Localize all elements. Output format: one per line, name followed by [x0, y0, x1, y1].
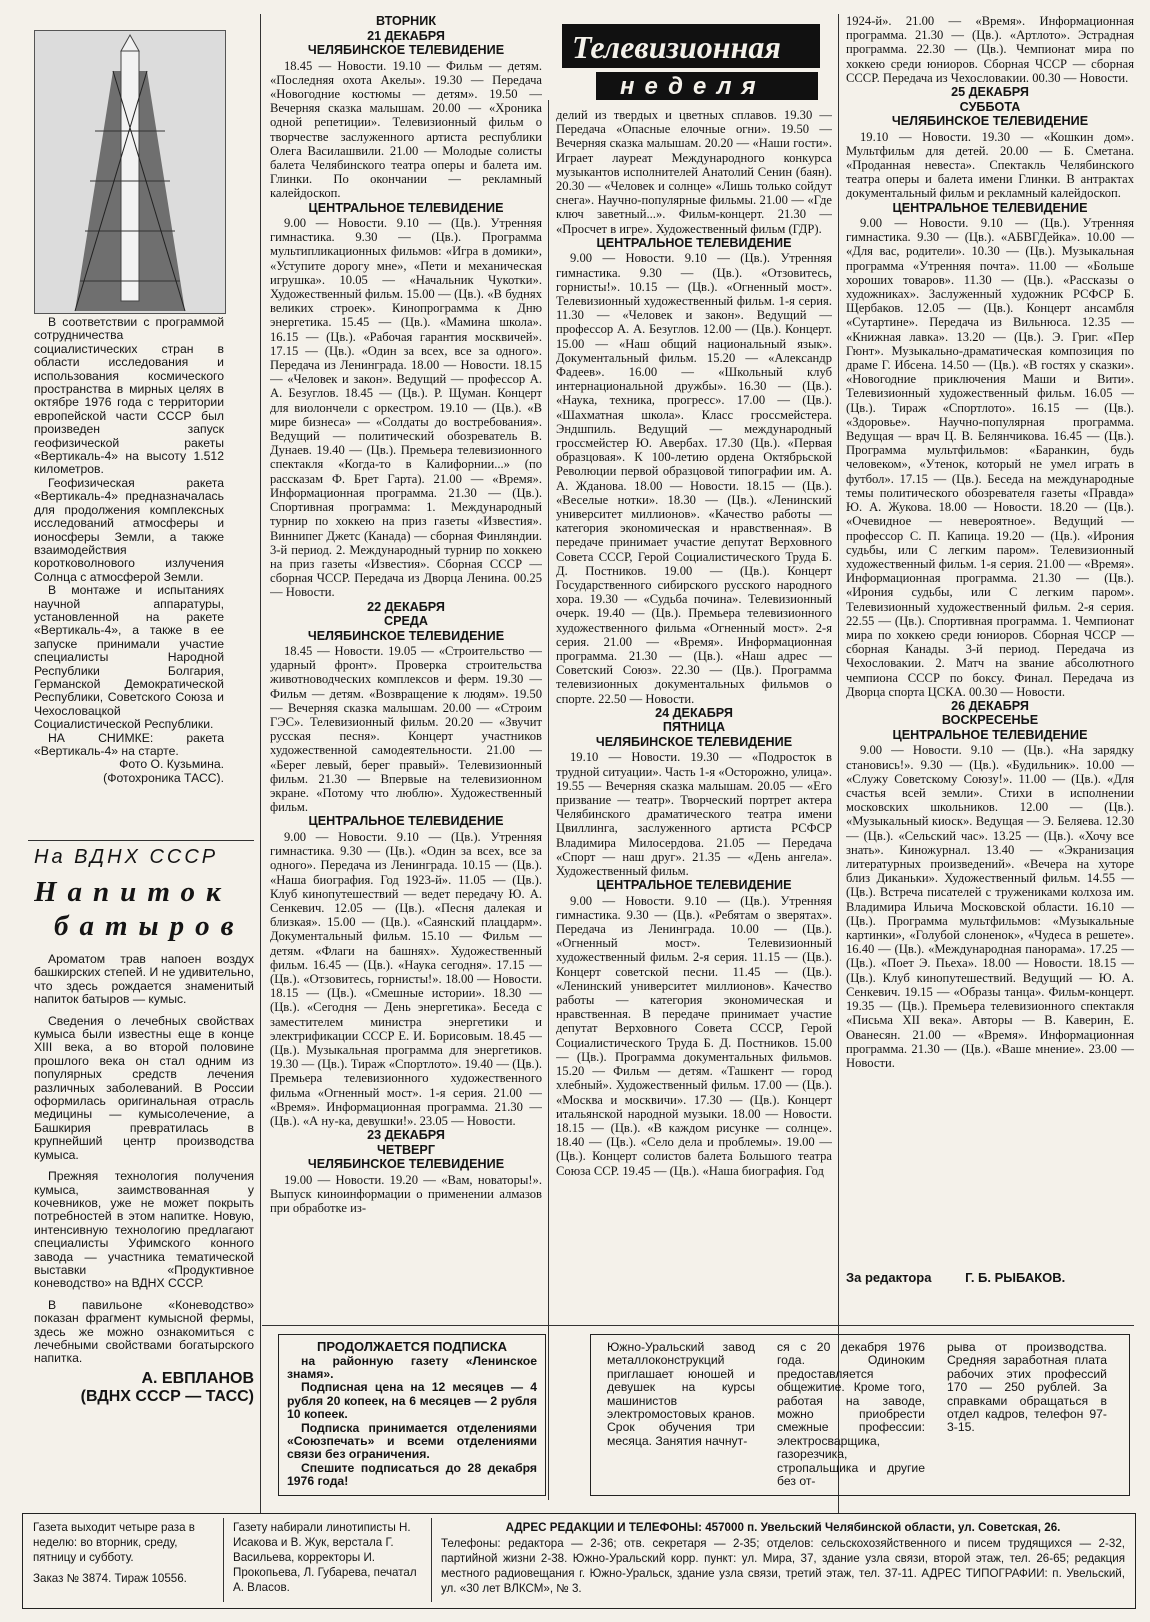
tv-listing	[846, 743, 1134, 1070]
date-heading: 26 ДЕКАБРЯ	[951, 698, 1029, 713]
listing-text: 9.00 — Новости. 9.10 — (Цв.). «На зарядку становись!». 9.30 — (Цв.). «Будильник». 10.00 — «Служу Советскому Союзу!». 11.00 — (Цв.). «Для счастья всей земли». Стихи в исполнении московских школьников. 12.00 — (Цв.). «Музыкальный киоск». Ведущая — Э. Беляева. 12.30 — (Цв.). «Сельский час». 13.25 — (Цв.). «Хочу все знать». Киножурнал. 13.40 — «Экранизация литературных произведений». «Вечера на хуторе близ Диканьки». Художественный фильм. 14.55 — (Цв.). Встреча писателей с тружениками колхоза им. Владимира Ильича Московской области. 16.10 — (Цв.). Программа мультфильмов: «Музыкальные картинки», «Голубой слоненок», «Чудеса в решете». 16.40 — (Цв.). «Международная панорама». 17.25 — (Цв.). «Поет Э. Пьеха». 18.00 — Новости. 18.15 — (Цв.). Клуб кинопутешествий. Ведущий — Ю. А. Сенкевич. 19.15 — «Образы танца». Фильм-концерт. 19.35 — (Цв.). Премьера телевизионного спектакля «Письма XII века». Авторы — В. Каверин, Е. Ованесян. 21.00 — «Время». Информационная программа. 21.30 — (Цв.). «Ваше мнение». 23.00 — Новости.	[846, 743, 1134, 1070]
listing-text: 18.45 — Новости. 19.05 — «Строительство — ударный фронт». Проверка строительства животноводческих комплексов и ферм. 19.30 — Фильм — детям. «Возвращение к людям». 19.50 — Вечерняя сказка малышам. 20.00 — «Строим ГЭС». Телевизионный фильм. 20.20 — «Звучит русская песня». Концерт участников художественной самодеятельности. 21.00 — «Берег левый, берег правый». Телевизионный фильм. 21.30 — Впервые на телевизионном экране. «Потому что люблю». Художественный фильм.	[270, 644, 542, 815]
date-heading: 24 ДЕКАБРЯ	[655, 705, 733, 720]
tv-listing	[556, 894, 832, 1178]
channel-heading: ЧЕЛЯБИНСКОЕ ТЕЛЕВИДЕНИЕ	[307, 43, 505, 57]
article-paragraph: Сведения о лечебных свойствах кумыса были известны еще в конце XIII века, а во второй половине прошлого века он стал одним из популярных средств лечения различных заболеваний. В России оформилась оригинальная отрасль медицины — кумысолечение, а Башкирия превратилась в крупнейший центр производства кумыса.	[34, 1013, 254, 1162]
rocket-launch-image	[35, 31, 225, 313]
job-ad-text-3: рыва от производства. Средняя заработная плата рабочих этих профессий 170 — 250 рублей. За справками обращаться в отдел кадров, телефон 97-3-15.	[947, 1340, 1107, 1435]
day-heading: ПЯТНИЦА	[662, 720, 726, 735]
tv-listing	[556, 750, 832, 878]
photo-caption	[34, 316, 224, 836]
channel-heading: ЦЕНТРАЛЬНОЕ ТЕЛЕВИДЕНИЕ	[596, 235, 792, 250]
channel-heading: ЦЕНТРАЛЬНОЕ ТЕЛЕВИДЕНИЕ	[596, 878, 792, 893]
article-kicker: На ВДНХ СССР	[34, 846, 219, 868]
column-rule	[838, 14, 839, 1514]
listing-text: 9.00 — Новости. 9.10 — (Цв.). Утренняя гимнастика. 9.30 — (Цв.). «Отзовитесь, горнисты!». 10.15 — (Цв.). «Огненный мост». Телевизионный художественный фильм. 1-я серия. 11.30 — «Человек и закон». Ведущий — профессор А. А. Безуглов. 12.00 — (Цв.). Концерт. 15.00 — «Наш общий национальный язык». Документальный фильм. 15.20 — «Александр Фадеев». 16.00 — «Школьный клуб интернациональной дружбы». 16.30 — (Цв.). «Наука, техника, прогресс». 17.00 — (Цв.). «Шахматная школа». Класс гроссмейстера. Эндшпиль. Ведущий — международный гроссмейстер Ю. Авербах. 17.30 (Цв.). «Первая образцовая». К 100-летию ордена Октябрьской Революции первой образцовой типографии им. А. А. Жданова. 18.00 — Новости. 18.15 — (Цв.). «Веселые нотки». 18.30 — (Цв.). «Ленинский университет миллионов». «Качество работы — категория экономическая и нравственная». В передаче принимает участие депутат Верховного Совета СССР, Герой Социалистического Труда Б. Д. Постников. 19.00 — (Цв.). Концерт Государственного сибирского русского народного хора. 19.30 — «Судьба почина». Телевизионный очерк. 19.40 — (Цв.). Премьера телевизионного художественного фильма «Огненный мост». 2-я серия. 21.00 — «Время». Информационная программа. 21.30 — (Цв.). «Наш адрес — Советский Союз». 22.30 — (Цв.). Программа телевизионных документальных фильмов о спорте. 22.50 — Новости.	[556, 251, 832, 706]
job-ad-text-2: ся с 20 декабря 1976 года. Одиноким предоставляется общежитие. Кроме того, работая на заводе, можно приобрести смежные профессии: электросварщика, газорезчика, стропальщика и другие без от-	[777, 1340, 925, 1489]
listing-text: 19.10 — Новости. 19.30 — «Кошкин дом». Мультфильм для детей. 20.00 — Б. Сметана. «Проданная невеста». Спектакль Челябинского театра оперы и балета имени Глинки. В антрактах документальный фильм и рекламный калейдоскоп.	[846, 129, 1134, 201]
channel-heading: ЧЕЛЯБИНСКОЕ ТЕЛЕВИДЕНИЕ	[307, 628, 505, 643]
tv-listing	[270, 216, 542, 599]
caption-paragraph: Геофизическая ракета «Вертикаль-4» предназначалась для продолжения комплексных исследований атмосферы и ионосферы Земли, а также взаимодействия коротковолнового излучения Солнца с атмосферой Земли.	[34, 475, 224, 584]
article-vdnh	[34, 846, 254, 1506]
logo-title: Телевизионная	[572, 29, 781, 65]
logo-subtitle: неделя	[620, 73, 766, 100]
typesetting-credits: Газету набирали линотиписты Н. Исакова и В. Жук, верстала Г. Васильева, корректоры И. Прокопьева, Л. Губарева, печатал А. Власов.	[233, 1521, 417, 1594]
channel-heading: ЦЕНТРАЛЬНОЕ ТЕЛЕВИДЕНИЕ	[308, 200, 504, 215]
editor-name: Г. Б. РЫБАКОВ.	[965, 1270, 1066, 1285]
tv-column-tue-thu	[270, 14, 542, 1319]
tv-column-sat-sun	[846, 14, 1134, 1264]
print-order: Заказ № 3874. Тираж 10556.	[33, 1572, 187, 1585]
listing-text: 9.00 — Новости. 9.10 — (Цв.). Утренняя гимнастика. 9.30 — (Цв.). «АБВГДейка». 10.00 — «Для вас, родители». 10.30 — (Цв.). Музыкальная программа «Утренняя почта». 11.00 — «Больше хороших товаров». 11.30 — (Цв.). «Рассказы о художниках». Заслуженный художник РСФСР Б. Щербаков. 12.05 — (Цв.). Концерт ансамбля «Сутартине». Передача из Вильнюса. 12.35 — «Книжная лавка». 13.20 — (Цв.). Э. Григ. «Пер Гюнт». Музыкально-драматическая композиция по драме Г. Ибсена. 14.50 — (Цв.). «В гостях у сказки». «Новогодние приключения Маши и Вити». Телевизионный художественный фильм. 16.05 — (Цв.). Тираж «Спортлото». 16.15 — (Цв.). «Здоровье». Научно-популярная программа. Ведущая — врач Ц. В. Белянчикова. 16.45 — (Цв.). Программа мультфильмов: «Баранкин, будь человеком», «Утенок, который не умел играть в футбол». 17.15 — (Цв.). Беседа на международные темы политического обозревателя газеты «Правда» Ю. А. Жукова. 18.00 — Новости. 18.20 — (Цв.). «Очевидное — невероятное». Ведущий — профессор С. П. Капица. 19.20 — (Цв.). «Ирония судьбы, или С легким паром». Телевизионный художественный фильм. 1-я серия. 21.00 — «Время». Информационная программа. 21.30 — (Цв.). «Ирония судьбы, или С легким паром». Телевизионный художественный фильм. 2-я серия. 22.55 — (Цв.). Спортивная программа. 1. Чемпионат мира по хоккею среди юниоров. Сборная ЧССР — сборная Канады. 3-й период. Передача из Чехословакии. 2. Матч на звание абсолютного чемпиона СССР по боксу. Финал. Передача из Дворца спорта ЦСКА. 00.30 — Новости.	[846, 216, 1134, 699]
article-paragraph: Ароматом трав напоен воздух башкирских степей. И не удивительно, что здесь рождается знаменитый напиток батыров — кумыс.	[34, 952, 254, 1007]
day-heading: СРЕДА	[384, 614, 428, 629]
footer-rule	[223, 1518, 224, 1602]
tv-listing	[846, 14, 1134, 85]
rocket-photo	[34, 30, 226, 314]
date-heading: 21 ДЕКАБРЯ	[367, 28, 445, 43]
photo-credit: Фото О. Кузьмина.	[119, 757, 224, 772]
channel-heading: ЧЕЛЯБИНСКОЕ ТЕЛЕВИДЕНИЕ	[307, 1157, 505, 1172]
tv-listing	[846, 216, 1134, 699]
subscription-title: ПРОДОЛЖАЕТСЯ ПОДПИСКА	[317, 1339, 507, 1354]
tv-listing	[556, 251, 832, 706]
column-rule	[260, 14, 261, 1514]
listing-text: 9.00 — Новости. 9.10 — (Цв.). Утренняя гимнастика. 9.30 — (Цв.). Программа мультипликационных фильмов: «Игра в домики», «Уступите дорогу мне», «Пети и механическая игрушка». 10.05 — «Начальник Чукотки». Художественный фильм. 15.00 — (Цв.). «В буднях великих строек». Кинопрограмма к Дню энергетика. 15.45 — (Цв.). «Мамина школа». 16.15 — (Цв.). «Рабочая гарантия москвичей». 17.15 — (Цв.). «Один за всех, все за одного». Передача из Ленинграда. 18.00 — Новости. 18.15 — «Человек и закон». Ведущий — профессор А. А. Безуглов. 18.45 — (Цв.). Р. Щуман. Концерт для виолончели с оркестром. 19.10 — (Цв.). «В мире бизнеса» — «Солдаты до востребования». Ведущий — политический обозреватель В. Дунаев. 19.40 — (Цв.). Премьера телевизионного спектакля «Когда-то в Калифорнии...» (по рассказам Ф. Брет Гарта). 21.00 — «Время». Информационная программа. 21.30 — (Цв.). Спортивная программа: 1. Международный турнир по хоккею на приз газеты «Известия». Виннипег Джетс (Канада) — сборная Финляндии. 3-й период. 2. Международный турнир по хоккею на приз газеты «Известия». Сборная СССР — сборная ЧССР. Передача из Дворца Ленина. 00.25 — Новости.	[270, 216, 542, 600]
day-heading: СУББОТА	[959, 99, 1021, 114]
imprint-footer	[22, 1513, 1136, 1609]
article-author: А. ЕВПЛАНОВ	[141, 1369, 254, 1387]
job-ad-box	[590, 1334, 1130, 1496]
editorial-address: АДРЕС РЕДАКЦИИ И ТЕЛЕФОНЫ: 457000 п. Увельский Челябинской области, ул. Советская, 26.	[505, 1521, 1061, 1534]
tv-listing	[270, 59, 542, 201]
caption-paragraph: НА СНИМКЕ: ракета «Вертикаль-4» на старте.	[34, 730, 224, 758]
editor-label: За редактора	[846, 1270, 932, 1285]
subscription-line: Подписка принимается отделениями «Союзпечать» и всеми отделениями связи без ограничения.	[287, 1420, 537, 1462]
listing-text: 19.00 — Новости. 19.20 — «Вам, новаторы!». Выпуск киноинформации о применении алмазов при обработке из-	[270, 1172, 542, 1216]
listing-text: 1924-й». 21.00 — «Время». Информационная программа. 21.30 — (Цв.). «Артлото». Эстрадная программа. 22.30 — (Цв.). Чемпионат мира по хоккею среди юниоров. Сборная ЧССР — сборная СССР. Передача из Чехословакии. 00.30 — Новости.	[846, 14, 1134, 85]
tv-listing	[556, 108, 832, 236]
day-heading: ВТОРНИК	[375, 14, 437, 28]
subscription-line: Подписная цена на 12 месяцев — 4 рубля 20 копеек, на 6 месяцев — 2 рубля 10 копеек.	[287, 1380, 537, 1422]
tv-listing	[270, 1173, 542, 1216]
caption-paragraph: В соответствии с программой сотрудничества социалистических стран в области исследования и использования космического пространства в мирных целях в октябре 1976 года с территории европейской части СССР был произведен запуск геофизической ракеты «Вертикаль-4» на высоту 1.512 километров.	[34, 316, 224, 477]
tv-week-logo	[560, 22, 822, 102]
article-source: (ВДНХ СССР — ТАСС)	[80, 1387, 254, 1405]
article-headline: батыров	[54, 910, 245, 942]
subscription-line: Спешите подписаться до 28 декабря 1976 года!	[287, 1460, 537, 1489]
tv-listing	[270, 830, 542, 1128]
channel-heading: ЦЕНТРАЛЬНОЕ ТЕЛЕВИДЕНИЕ	[308, 814, 504, 829]
subscription-line: на районную газету «Ленинское знамя».	[287, 1353, 537, 1381]
tv-listing	[846, 130, 1134, 201]
date-heading: 25 ДЕКАБРЯ	[951, 85, 1029, 100]
date-heading: 23 ДЕКАБРЯ	[367, 1128, 445, 1143]
listing-text: 18.45 — Новости. 19.10 — Фильм — детям. «Последняя охота Акелы». 19.30 — Передача «Новогодние костюмы — детям». 19.50 — Вечерняя сказка малышам. 20.00 — «Хроника одной репетиции». Телевизионный фильм о творчестве заслуженного артиста республики Олега Василашвили. 21.00 — Молодые солисты балета Челябинского театра оперы и балета им. Глинки. По окончании — рекламный калейдоскоп.	[270, 58, 542, 201]
article-paragraph: В павильоне «Коневодство» показан фрагмент кумысной фермы, здесь же можно ознакомиться с лечебными свойствами богатырского напитка.	[34, 1297, 254, 1366]
tv-listing	[270, 644, 542, 814]
channel-heading: ЦЕНТРАЛЬНОЕ ТЕЛЕВИДЕНИЕ	[892, 727, 1088, 742]
caption-paragraph: В монтаже и испытаниях научной аппаратуры, установленной на ракете «Вертикаль-4», а также в ее запуске принимали участие специалисты Народной Республики Болгария, Германской Демократической Республики, Советского Союза и Чехословацкой Социалистической Республики.	[34, 583, 224, 732]
day-heading: ЧЕТВЕРГ	[377, 1142, 435, 1157]
page-rule	[262, 1325, 1134, 1326]
channel-heading: ЦЕНТРАЛЬНОЕ ТЕЛЕВИДЕНИЕ	[892, 200, 1088, 215]
listing-text: 19.10 — Новости. 19.30 — «Подросток в трудной ситуации». Часть 1-я «Осторожно, улица». 19.55 — Вечерняя сказка малышам. 20.05 — «Его призвание — театр». Творческий портрет актера Челябинского драматического театра имени Цвиллинга, заслуженного артиста РСФСР Владимира Милосердова. 21.05 — Передача «Спорт — наш друг». 21.35 — «День ангела». Художественный фильм.	[556, 750, 832, 878]
channel-heading: ЧЕЛЯБИНСКОЕ ТЕЛЕВИДЕНИЕ	[891, 114, 1089, 129]
day-heading: ВОСКРЕСЕНЬЕ	[941, 713, 1039, 728]
publication-schedule: Газета выходит четыре раза в неделю: во вторник, среду, пятницу и субботу.	[33, 1521, 195, 1564]
date-heading: 22 ДЕКАБРЯ	[367, 599, 445, 614]
column-rule	[548, 100, 549, 1500]
listing-text: 9.00 — Новости. 9.10 — (Цв.). Утренняя гимнастика. 9.30 — (Цв.). «Один за всех, все за одного». Передача из Ленинграда. 10.15 — (Цв.). «Наша биография. Год 1923-й». 11.05 — (Цв.). Клуб кинопутешествий — ведет передачу Ю. А. Сенкевич. 12.05 — (Цв.). «Песня далекая и близкая». 15.00 — (Цв.). «Саянский плацдарм». Документальный фильм. 15.10 — Фильм — детям. «Флаги на башнях». Художественный фильм. 16.45 — (Цв.). «Наука сегодня». 17.15 — (Цв.). «Отзовитесь, горнисты!». 18.00 — Новости. 18.15 — (Цв.). «Смешные истории». 18.30 — (Цв.). «Сегодня — День энергетика». Беседа с заместителем министра энергетики и электрификации СССР Е. И. Борисовым. 18.45 — (Цв.). Музыкальная программа для энергетиков. 19.30 — (Цв.). Тираж «Спортлото». 19.40 — (Цв.). Премьера телевизионного художественного фильма «Огненный мост». 1-я серия. 21.00 — «Время». Информационная программа. 21.30 — (Цв.). «А ну-ка, девушки!». 23.05 — Новости.	[270, 829, 542, 1129]
editorial-phones: Телефоны: редактора — 2-36; отв. секретаря — 2-35; отделов: сельскохозяйственного и писем трудящихся — 2-32, партийной жизни 2-38. Южно-Уральский корр. пункт: ул. Мира, 37, здание узла связи, второй этаж, тел. 26-65; редакция местного радиовещания г. Южно-Уральск, здание узла связи, третий этаж, тел. 37-11. АДРЕС ТИПОГРАФИИ: п. Увельский, ул. «30 лет ВЛКСМ», № 3.	[441, 1537, 1125, 1595]
section-rule	[28, 840, 254, 841]
job-ad-text-1: Южно-Уральский завод металлоконструкций приглашает юношей и девушек на курсы машинистов электромостовых кранов. Срок обучения три месяца. Занятия начнут-	[607, 1340, 755, 1448]
article-paragraph: Прежняя технология получения кумыса, заимствованная у кочевников, уже не может покрыть потребностей в этом напитке. Новую, интенсивную технологию предлагают специалисты Уфимского конного завода — участника тематической выставки «Продуктивное коневодство» на ВДНХ СССР.	[34, 1169, 254, 1291]
article-headline: Напиток	[34, 876, 232, 908]
channel-heading: ЧЕЛЯБИНСКОЕ ТЕЛЕВИДЕНИЕ	[595, 734, 793, 749]
footer-rule	[431, 1518, 432, 1602]
photo-credit-source: (Фотохроника ТАСС).	[103, 770, 224, 785]
editor-signature	[846, 1270, 1134, 1292]
listing-text: 9.00 — Новости. 9.10 — (Цв.). Утренняя гимнастика. 9.30 — (Цв.). «Ребятам о зверятах». Передача из Ленинграда. 10.00 — (Цв.). «Огненный мост». Телевизионный художественный фильм. 2-я серия. 11.15 — (Цв.). Концерт советской песни. 11.45 — (Цв.). «Ленинский университет миллионов». Качество работы — категория экономическая и нравственная. В передаче принимает участие депутат Верховного Совета СССР, Герой Социалистического Труда Б. Д. Постников. 15.00 — (Цв.). Программа документальных фильмов. 15.20 — Фильм — детям. «Ташкент — город хлебный». Художественный фильм. 17.00 — (Цв.). «Москва и москвичи». 17.30 — (Цв.). Концерт итальянской народной музыки. 18.00 — Новости. 18.15 — (Цв.). «В каждом рисунке — солнце». 18.40 — (Цв.). «Село дела и проблемы». 19.00 — (Цв.). Концерт солистов балета Большого театра Союза ССР. 19.45 — (Цв.). «Наша биография. Год	[556, 893, 832, 1178]
subscription-box	[278, 1334, 546, 1496]
tv-column-thu-fri	[556, 108, 832, 1320]
listing-text: делий из твердых и цветных сплавов. 19.30 — Передача «Опасные елочные огни». 19.50 — Вечерняя сказка малышам. 20.20 — «Наши гости». Играет лауреат Международного конкурса музыкантов исполнителей Анатолий Сенин (баян). 20.30 — «Человек и солнце» «Лишь только сойдут снега». Научно-популярные фильмы. 21.00 — «Где ключ заветный...». Фильм-концерт. 21.30 — «Просчет в игре». Художественный фильм (ГДР).	[556, 108, 832, 236]
